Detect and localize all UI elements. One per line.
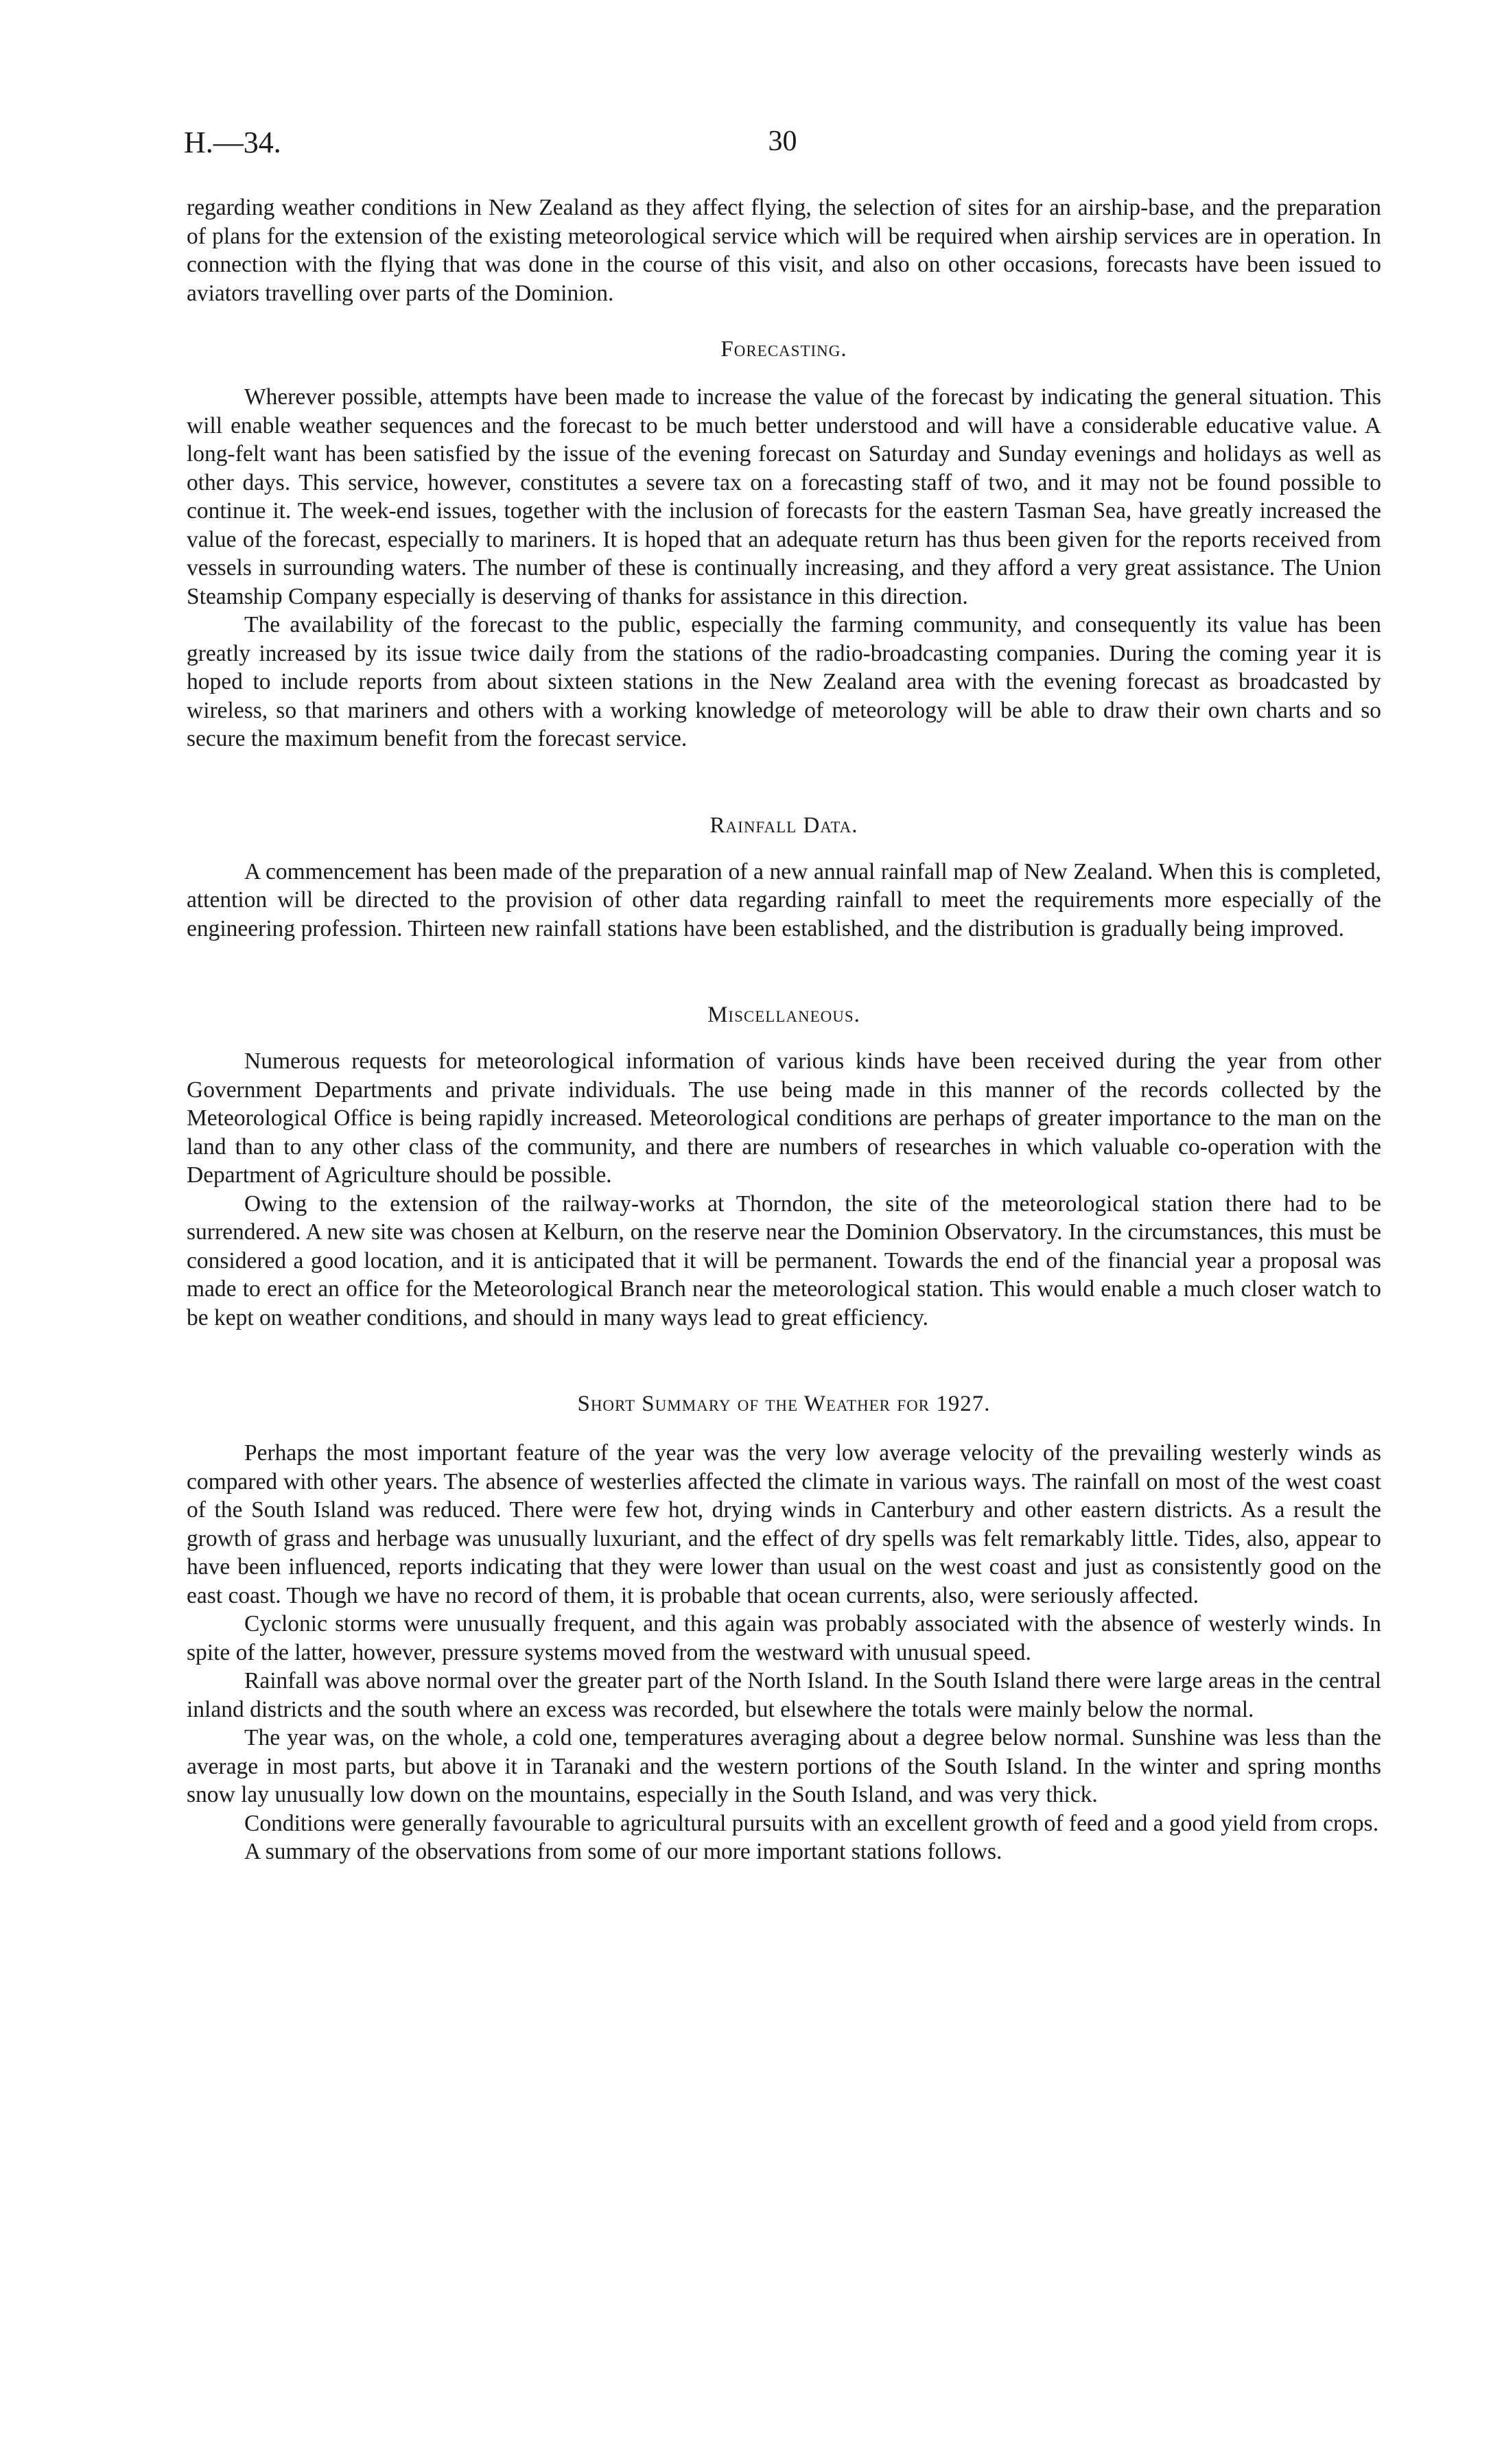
intro-paragraph: regarding weather conditions in New Zealand as they affect flying, the selection of sites for an airship-base, and the preparation of plans for the extension of the existing meteorological service which will be required when airship services are in operation. In connection with the flying that was done in the course of this visit, and also on other occasions, forecasts have been issued to aviators travelling over parts of the Dominion. — [187, 195, 1381, 306]
document-reference: H.—34. — [184, 126, 281, 159]
section-heading-forecasting: Forecasting. — [720, 337, 847, 362]
page-header — [184, 125, 1381, 166]
section-heading-miscellaneous: Miscellaneous. — [707, 1002, 860, 1027]
summary-paragraph-6: A summary of the observations from some of our more important stations follows. — [244, 1839, 1002, 1864]
section-heading-rainfall-data: Rainfall Data. — [709, 812, 858, 838]
rainfall-paragraph-1: A commencement has been made of the preparation of a new annual rainfall map of New Zealand. When this is completed, attention will be directed to the provision of other data regarding rainfall to meet the requirements more especially of the engineering profession. Thirteen new rainfall stations have been established, and the distribution is gradually being improved. — [187, 858, 1381, 941]
summary-paragraph-5: Conditions were generally favourable to agricultural pursuits with an excellent growth of feed and a good yield from crops. — [244, 1810, 1379, 1836]
summary-paragraph-3: Rainfall was above normal over the greater part of the North Island. In the South Island there were large areas in the central inland districts and the south where an excess was recorded, but elsewhere the totals were mainly below the normal. — [187, 1668, 1381, 1722]
summary-paragraph-4: The year was, on the whole, a cold one, temperatures averaging about a degree below normal. Sunshine was less than the average in most parts, but above it in Taranaki and the western portions of the South Island. In the winter and spring months snow lay unusually low down on the mountains, especially in the South Island, and was very thick. — [187, 1725, 1381, 1807]
summary-paragraph-1: Perhaps the most important feature of the year was the very low average velocity of the prevailing westerly winds as compared with other years. The absence of westerlies affected the climate in various ways. The rainfall on most of the west coast of the South Island was reduced. There were few hot, drying winds in Canterbury and other eastern districts. As a result the growth of grass and herbage was unusually luxuriant, and the effect of dry spells was felt remarkably little. Tides, also, appear to have been influenced, reports indicating that they were lower than usual on the west coast and just as consistently good on the east coast. Though we have no record of them, it is probable that ocean currents, also, were seriously affected. — [187, 1440, 1381, 1608]
section-heading-weather-summary: Short Summary of the Weather for 1927. — [577, 1392, 991, 1416]
forecasting-paragraph-2: The availability of the forecast to the public, especially the farming community, and consequently its value has been greatly increased by its issue twice daily from the stations of the radio-broadcasting companies. During the coming year it is hoped to include reports from about sixteen stations in the New Zealand area with the evening forecast as broadcasted by wireless, so that mariners and others with a working knowledge of meteorology will be able to draw their own charts and so secure the maximum benefit from the forecast service. — [187, 612, 1381, 751]
summary-paragraph-2: Cyclonic storms were unusually frequent, and this again was probably associated with the absence of westerly winds. In spite of the latter, however, pressure systems moved from the westward with unusual speed. — [187, 1611, 1381, 1665]
miscellaneous-paragraph-1: Numerous requests for meteorological information of various kinds have been received during the year from other Government Departments and private individuals. The use being made in this manner of the records collected by the Meteorological Office is being rapidly increased. Meteorological conditions are perhaps of greater importance to the man on the land than to any other class of the community, and there are numbers of researches in which valuable co-operation with the Department of Agriculture should be possible. — [187, 1048, 1381, 1188]
forecasting-paragraph-1: Wherever possible, attempts have been made to increase the value of the forecast by indicating the general situation. This will enable weather sequences and the forecast to be much better understood and will have a considerable educative value. A long-felt want has been satisfied by the issue of the evening forecast on Saturday and Sunday evenings and holidays as well as other days. This service, however, constitutes a severe tax on a forecasting staff of two, and it may not be found possible to continue it. The week-end issues, together with the inclusion of forecasts for the eastern Tasman Sea, have greatly increased the value of the forecast, especially to mariners. It is hoped that an adequate return has thus been given for the reports received from vessels in surrounding waters. The number of these is continually increasing, and they afford a very great assistance. The Union Steamship Company especially is deserving of thanks for assistance in this direction. — [187, 384, 1381, 609]
document-body — [187, 193, 1381, 1866]
page-number: 30 — [768, 126, 797, 157]
miscellaneous-paragraph-2: Owing to the extension of the railway-works at Thorndon, the site of the meteorological station there had to be surrendered. A new site was chosen at Kelburn, on the reserve near the Dominion Observatory. In the circumstances, this must be considered a good location, and it is anticipated that it will be permanent. Towards the end of the financial year a proposal was made to erect an office for the Meteorological Branch near the meteorological station. This would enable a much closer watch to be kept on weather conditions, and should in many ways lead to great efficiency. — [187, 1190, 1381, 1330]
